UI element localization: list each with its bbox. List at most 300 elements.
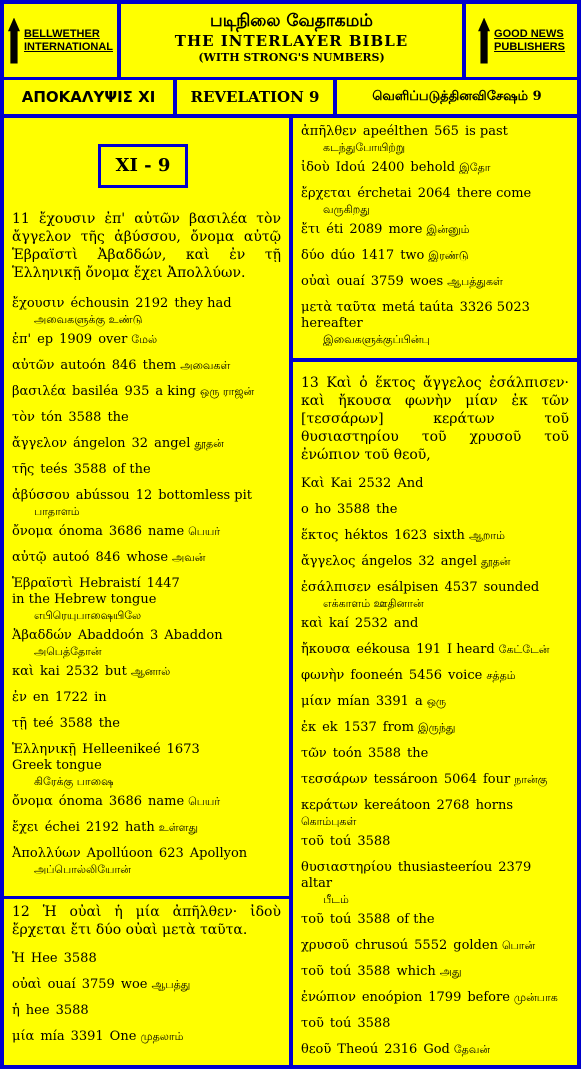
greek-word: φωνὴν — [301, 668, 345, 683]
tamil-gloss: பீடம் — [323, 893, 349, 906]
tamil-gloss: அவன் — [172, 551, 206, 564]
transliteration: tón — [40, 410, 63, 425]
greek-word: μία — [12, 1029, 35, 1044]
tamil-gloss: அவைகளுக்கு உண்டு — [34, 313, 143, 326]
english-gloss: name — [148, 524, 185, 539]
strongs-number: 3588 — [73, 462, 107, 477]
greek-word: ἐκ — [301, 720, 317, 735]
verse-13-entries — [301, 476, 569, 1064]
word-entry — [301, 1042, 569, 1064]
word-entry — [12, 576, 281, 624]
greek-word: αὐτῷ — [12, 550, 47, 565]
transliteration: fooneén — [350, 668, 403, 683]
greek-word: χρυσοῦ — [301, 938, 350, 953]
verse-11-entries — [12, 296, 281, 878]
tamil-gloss: கேட்டேன் — [498, 643, 550, 656]
word-entry — [12, 550, 281, 572]
greek-word: τοῦ — [301, 964, 324, 979]
transliteration: basiléa — [72, 384, 119, 399]
strongs-number: 5552 — [414, 938, 448, 953]
english-gloss: in the Hebrew tongue — [12, 592, 157, 607]
word-entry — [301, 502, 569, 524]
word-entry — [301, 186, 569, 218]
tamil-gloss: தேவன் — [453, 1043, 491, 1056]
english-gloss: two — [400, 248, 425, 263]
tamil-gloss: இதோ — [459, 161, 491, 174]
english-gloss: is past — [464, 124, 508, 139]
transliteration: apeélthen — [362, 124, 429, 139]
transliteration: Theoú — [337, 1042, 379, 1057]
word-entry — [12, 664, 281, 686]
book-tamil — [337, 80, 577, 114]
english-gloss: from — [382, 720, 414, 735]
transliteration: Idoú — [335, 160, 366, 175]
word-entry — [301, 772, 569, 794]
book-english-label: REVELATION 9 — [190, 88, 320, 106]
greek-word: ἡ — [12, 1003, 20, 1018]
tamil-gloss: ஒரு ராஜன் — [200, 385, 255, 398]
greek-word: δύο — [301, 248, 325, 263]
title-subtitle: (WITH STRONG'S NUMBERS) — [198, 51, 385, 64]
word-entry — [12, 436, 281, 458]
strongs-number: 2089 — [349, 222, 383, 237]
transliteration: metá taúta — [382, 300, 454, 315]
strongs-number: 3588 — [357, 834, 391, 849]
chapter-label-text: XI - 9 — [115, 155, 171, 176]
word-entry — [301, 222, 569, 244]
tamil-gloss: பெயர் — [188, 795, 221, 808]
greek-word: Ἑλληνικῇ — [12, 742, 77, 757]
strongs-number: 5064 — [443, 772, 477, 787]
greek-word: οὐαὶ — [12, 977, 42, 992]
strongs-number: 2532 — [358, 476, 392, 491]
tamil-gloss: ஆபத்துகள் — [447, 275, 503, 288]
greek-word: αὐτῶν — [12, 358, 55, 373]
greek-word: ὄνομα — [12, 524, 53, 539]
greek-word: θεοῦ — [301, 1042, 332, 1057]
strongs-number: 3588 — [357, 912, 391, 927]
greek-word: καὶ — [12, 664, 35, 679]
transliteration: kai — [40, 664, 60, 679]
english-gloss: of the — [396, 912, 435, 927]
transliteration: ónoma — [58, 524, 103, 539]
strongs-number: 3686 — [108, 524, 142, 539]
strongs-number: 3391 — [375, 694, 409, 709]
greek-word: ἀβύσσου — [12, 488, 70, 503]
book-english — [177, 80, 333, 114]
english-gloss: before — [467, 990, 510, 1005]
word-entry — [12, 384, 281, 406]
greek-word: τῇ — [12, 716, 27, 731]
strongs-number: 3588 — [357, 1016, 391, 1031]
greek-word: καὶ — [301, 616, 324, 631]
transliteration: Abaddoón — [77, 628, 144, 643]
strongs-number: 1673 — [166, 742, 200, 757]
word-entry — [301, 642, 569, 664]
strongs-number: 846 — [95, 550, 121, 565]
tamil-gloss: வருகிறது — [323, 203, 370, 216]
english-gloss: in — [94, 690, 107, 705]
tamil-gloss: இரண்டு — [428, 249, 469, 262]
english-gloss: a — [414, 694, 423, 709]
greek-word: θυσιαστηρίου — [301, 860, 392, 875]
greek-word: ἐσάλπισεν — [301, 580, 372, 595]
word-entry — [12, 846, 281, 878]
strongs-number: 3588 — [357, 964, 391, 979]
good-news-logo-text: GOOD NEWS PUBLISHERS — [494, 27, 565, 53]
greek-word: ἔτι — [301, 222, 321, 237]
english-gloss: four — [482, 772, 511, 787]
word-entry — [12, 951, 281, 973]
strongs-number: 3759 — [81, 977, 115, 992]
word-entry — [12, 690, 281, 712]
transliteration: ángelon — [73, 436, 126, 451]
good-news-logo — [466, 4, 577, 77]
word-entry — [301, 554, 569, 576]
strongs-number: 3588 — [59, 716, 93, 731]
greek-word: μετὰ ταῦτα — [301, 300, 377, 315]
transliteration: ónoma — [58, 794, 103, 809]
word-entry — [301, 746, 569, 768]
english-gloss: sounded — [483, 580, 540, 595]
word-entry — [12, 742, 281, 790]
english-gloss: there come — [456, 186, 532, 201]
strongs-number: 32 — [131, 436, 149, 451]
english-gloss: woe — [120, 977, 148, 992]
english-gloss: the — [376, 502, 398, 517]
strongs-number: 3391 — [70, 1029, 104, 1044]
transliteration: éti — [326, 222, 344, 237]
word-entry — [12, 1029, 281, 1051]
book-greek — [4, 80, 173, 114]
word-entry — [301, 990, 569, 1012]
strongs-number: 2400 — [371, 160, 405, 175]
transliteration: chrusoú — [355, 938, 409, 953]
verse-12-panel — [4, 899, 289, 1065]
english-gloss: woes — [409, 274, 444, 289]
greek-word: οὐαὶ — [301, 274, 331, 289]
greek-word: Ἀβαδδών — [12, 628, 72, 643]
word-entry — [12, 716, 281, 738]
word-entry — [301, 476, 569, 498]
good-news-emblem-icon — [478, 18, 490, 64]
transliteration: ouaí — [47, 977, 76, 992]
english-gloss: behold — [410, 160, 456, 175]
greek-word: τῆς — [12, 462, 35, 477]
strongs-number: 3759 — [370, 274, 404, 289]
transliteration: érchetai — [357, 186, 412, 201]
greek-word: τεσσάρων — [301, 772, 368, 787]
tamil-gloss: இருந்து — [417, 721, 456, 734]
transliteration: mían — [337, 694, 370, 709]
english-gloss: over — [98, 332, 128, 347]
english-gloss: horns — [475, 798, 514, 813]
strongs-number: 1799 — [428, 990, 462, 1005]
tamil-gloss: முதலாம் — [140, 1030, 184, 1043]
english-gloss: And — [397, 476, 424, 491]
word-entry — [301, 694, 569, 716]
strongs-number: 3588 — [337, 502, 371, 517]
transliteration: toú — [329, 964, 352, 979]
strongs-number: 4537 — [444, 580, 478, 595]
english-gloss: One — [109, 1029, 137, 1044]
transliteration: thusiasteeríou — [397, 860, 493, 875]
greek-word: Καὶ — [301, 476, 325, 491]
word-entry — [12, 628, 281, 660]
tamil-gloss: முன்பாக — [513, 991, 558, 1004]
tamil-gloss: கடந்துபோயிற்று — [323, 141, 406, 154]
transliteration: Hebraistí — [79, 576, 141, 591]
greek-word: Ἀπολλύων — [12, 846, 81, 861]
word-entry — [301, 860, 569, 908]
tamil-gloss: ஆபத்து — [151, 978, 191, 991]
strongs-number: 1537 — [343, 720, 377, 735]
bellwether-emblem-icon — [8, 18, 20, 64]
strongs-number: 2532 — [354, 616, 388, 631]
english-gloss: more — [388, 222, 423, 237]
english-gloss: Abaddon — [164, 628, 223, 643]
tamil-gloss: கொம்புகள் — [301, 815, 357, 828]
tamil-gloss: ஆறாம் — [468, 529, 505, 542]
tamil-gloss: இவைகளுக்குப்பின்பு — [323, 333, 430, 346]
strongs-number: 623 — [158, 846, 184, 861]
tamil-gloss: அவைகள் — [180, 359, 231, 372]
bellwether-logo — [4, 4, 117, 77]
tamil-gloss: கிரேக்கு பாஷை — [34, 775, 114, 788]
transliteration: esálpisen — [377, 580, 439, 595]
greek-word: Ἡ — [12, 951, 25, 966]
tamil-gloss: பாதாளம் — [34, 505, 80, 518]
word-entry — [301, 720, 569, 742]
english-gloss: the — [407, 746, 429, 761]
word-entry — [12, 296, 281, 328]
word-entry — [301, 616, 569, 638]
greek-word: τοῦ — [301, 1016, 324, 1031]
transliteration: tessároon — [373, 772, 438, 787]
transliteration: échei — [44, 820, 80, 835]
transliteration: Hee — [30, 951, 58, 966]
strongs-number: 3326 5023 — [459, 300, 530, 315]
tamil-gloss: இன்னும் — [426, 223, 470, 236]
english-gloss: of the — [112, 462, 151, 477]
transliteration: ángelos — [361, 554, 413, 569]
word-entry — [301, 912, 569, 934]
strongs-number: 2192 — [85, 820, 119, 835]
transliteration: toú — [329, 1016, 352, 1031]
tamil-gloss: உள்ளது — [158, 821, 199, 834]
english-gloss: they had — [174, 296, 232, 311]
strongs-number: 2064 — [417, 186, 451, 201]
word-entry — [301, 580, 569, 612]
greek-word: τῶν — [301, 746, 327, 761]
word-entry — [301, 938, 569, 960]
transliteration: eékousa — [356, 642, 411, 657]
greek-word: Ἑβραϊστὶ — [12, 576, 74, 591]
tamil-gloss: சத்தம் — [486, 669, 516, 682]
word-entry — [12, 410, 281, 432]
greek-word: ο — [301, 502, 309, 517]
verse-13-panel — [293, 362, 577, 1065]
strongs-number: 191 — [416, 642, 442, 657]
transliteration: ek — [322, 720, 338, 735]
tamil-gloss: ஒரு — [426, 695, 447, 708]
tamil-gloss: எக்காளம் ஊதினான் — [323, 597, 424, 610]
word-entry — [12, 524, 281, 546]
tamil-gloss: அபெத்தோன் — [34, 645, 102, 658]
tamil-gloss: பெயர் — [188, 525, 221, 538]
tamil-gloss: தூதன் — [481, 555, 511, 568]
english-gloss: hath — [124, 820, 155, 835]
english-gloss: whose — [126, 550, 169, 565]
english-gloss: Apollyon — [189, 846, 248, 861]
word-entry — [301, 124, 569, 156]
title-tamil: படிநிலை வேதாகமம் — [210, 11, 373, 31]
transliteration: Helleenikeé — [82, 742, 161, 757]
word-entry — [301, 1016, 569, 1038]
transliteration: échousin — [70, 296, 130, 311]
greek-word: βασιλέα — [12, 384, 67, 399]
word-entry — [301, 964, 569, 986]
tamil-gloss: மேல் — [131, 333, 158, 346]
word-entry — [12, 488, 281, 520]
greek-word: ἄγγελος — [301, 554, 356, 569]
word-entry — [12, 820, 281, 842]
greek-word: τὸν — [12, 410, 35, 425]
transliteration: dúo — [330, 248, 356, 263]
word-entry — [301, 274, 569, 296]
english-gloss: and — [393, 616, 419, 631]
verse-13-text: 13 Καὶ ὁ ἕκτος ἄγγελος ἐσάλπισεν· καὶ ἤκουσα φωνὴν μίαν ἐκ τῶν [τεσσάρων] κεράτων τοῦ θυσιαστηρίου τοῦ χρυσοῦ τοῦ ἐνώπιον τοῦ θεοῦ, — [301, 375, 569, 463]
title-block — [121, 4, 462, 77]
transliteration: ho — [314, 502, 332, 517]
greek-word: κεράτων — [301, 798, 358, 813]
english-gloss: the — [98, 716, 120, 731]
english-gloss: angel — [154, 436, 191, 451]
greek-word: ἔχουσιν — [12, 296, 65, 311]
transliteration: héktos — [344, 528, 389, 543]
tamil-gloss: நான்கு — [514, 773, 548, 786]
greek-word: ἀπῆλθεν — [301, 124, 357, 139]
english-gloss: name — [148, 794, 185, 809]
strongs-number: 846 — [111, 358, 137, 373]
transliteration: Kai — [330, 476, 353, 491]
transliteration: en — [32, 690, 49, 705]
english-gloss: which — [396, 964, 436, 979]
strongs-number: 1623 — [394, 528, 428, 543]
word-entry — [12, 977, 281, 999]
transliteration: abússou — [75, 488, 130, 503]
english-gloss: voice — [448, 668, 483, 683]
tamil-gloss: தூதன் — [194, 437, 224, 450]
strongs-number: 3 — [149, 628, 159, 643]
english-gloss: sixth — [433, 528, 465, 543]
english-gloss: altar — [301, 876, 333, 891]
verse-12-entries-right — [301, 124, 569, 348]
greek-word: ἐνώπιον — [301, 990, 356, 1005]
english-gloss: God — [423, 1042, 450, 1057]
tamil-gloss: அது — [439, 965, 462, 978]
strongs-number: 2192 — [135, 296, 169, 311]
transliteration: Apollúoon — [86, 846, 153, 861]
transliteration: kaí — [329, 616, 349, 631]
strongs-number: 3588 — [55, 1003, 89, 1018]
tamil-gloss: எபிரெயுபாஷையிலே — [34, 609, 142, 622]
strongs-number: 1909 — [59, 332, 93, 347]
greek-word: ἰδοὺ — [301, 160, 330, 175]
tamil-gloss: ஆனால் — [130, 665, 171, 678]
greek-word: ἤκουσα — [301, 642, 351, 657]
strongs-number: 1722 — [54, 690, 89, 705]
transliteration: enoópion — [361, 990, 423, 1005]
tamil-gloss: பொன் — [501, 939, 536, 952]
strongs-number: 565 — [434, 124, 459, 139]
transliteration: autoó — [52, 550, 90, 565]
transliteration: kereátoon — [363, 798, 431, 813]
word-entry — [301, 300, 569, 348]
verse-12-text: 12 Ἡ οὐαὶ ἡ μία ἀπῆλθεν· ἰδοὺ ἔρχεται ἔτι δύο οὐαὶ μετὰ ταῦτα. — [12, 904, 281, 938]
greek-word: τοῦ — [301, 834, 324, 849]
strongs-number: 3588 — [367, 746, 402, 761]
verse-12-continued-panel — [293, 118, 577, 358]
english-gloss: them — [142, 358, 177, 373]
strongs-number: 2316 — [384, 1042, 418, 1057]
word-entry — [301, 248, 569, 270]
greek-word: μίαν — [301, 694, 332, 709]
strongs-number: 2768 — [436, 798, 470, 813]
strongs-number: 2379 — [498, 860, 532, 875]
word-entry — [301, 668, 569, 690]
transliteration: ouaí — [336, 274, 365, 289]
transliteration: autoón — [60, 358, 106, 373]
word-entry — [12, 358, 281, 380]
strongs-number: 3588 — [68, 410, 102, 425]
word-entry — [12, 462, 281, 484]
english-gloss: golden — [453, 938, 498, 953]
title-english: THE INTERLAYER BIBLE — [174, 32, 409, 50]
strongs-number: 3588 — [63, 951, 97, 966]
strongs-number: 32 — [418, 554, 435, 569]
english-gloss: angel — [440, 554, 478, 569]
chapter-label — [98, 144, 188, 188]
transliteration: toú — [329, 912, 352, 927]
strongs-number: 5456 — [408, 668, 443, 683]
verse-12-entries-left — [12, 951, 281, 1051]
word-entry — [301, 798, 569, 830]
strongs-number: 1447 — [146, 576, 180, 591]
book-greek-label: ΑΠΟΚΑΛΥΨΙΣ XI — [21, 88, 156, 106]
word-entry — [301, 834, 569, 856]
word-entry — [301, 160, 569, 182]
transliteration: hee — [25, 1003, 50, 1018]
transliteration: toú — [329, 834, 352, 849]
strongs-number: 1417 — [361, 248, 395, 263]
word-entry — [12, 332, 281, 354]
word-entry — [12, 1003, 281, 1025]
english-gloss: a king — [155, 384, 196, 399]
strongs-number: 3686 — [108, 794, 142, 809]
english-gloss: I heard — [447, 642, 495, 657]
verse-11-panel — [4, 118, 289, 896]
word-entry — [12, 794, 281, 816]
greek-word: ἐν — [12, 690, 27, 705]
strongs-number: 12 — [135, 488, 153, 503]
bellwether-logo-text: BELLWETHER INTERNATIONAL — [23, 27, 113, 53]
tamil-gloss: அப்பொல்லியோன் — [34, 863, 131, 876]
strongs-number: 935 — [124, 384, 150, 399]
english-gloss: hereafter — [301, 316, 363, 331]
verse-11-text: 11 ἔχουσιν ἐπ' αὐτῶν βασιλέα τὸν ἄγγελον τῆς ἀβύσσου, ὄνομα αὐτῷ Ἑβραϊστὶ Ἀβαδδών, καὶ ἐν τῇ Ἑλληνικῇ ὄνομα ἔχει Ἀπολλύων. — [12, 211, 281, 281]
greek-word: ἄγγελον — [12, 436, 68, 451]
